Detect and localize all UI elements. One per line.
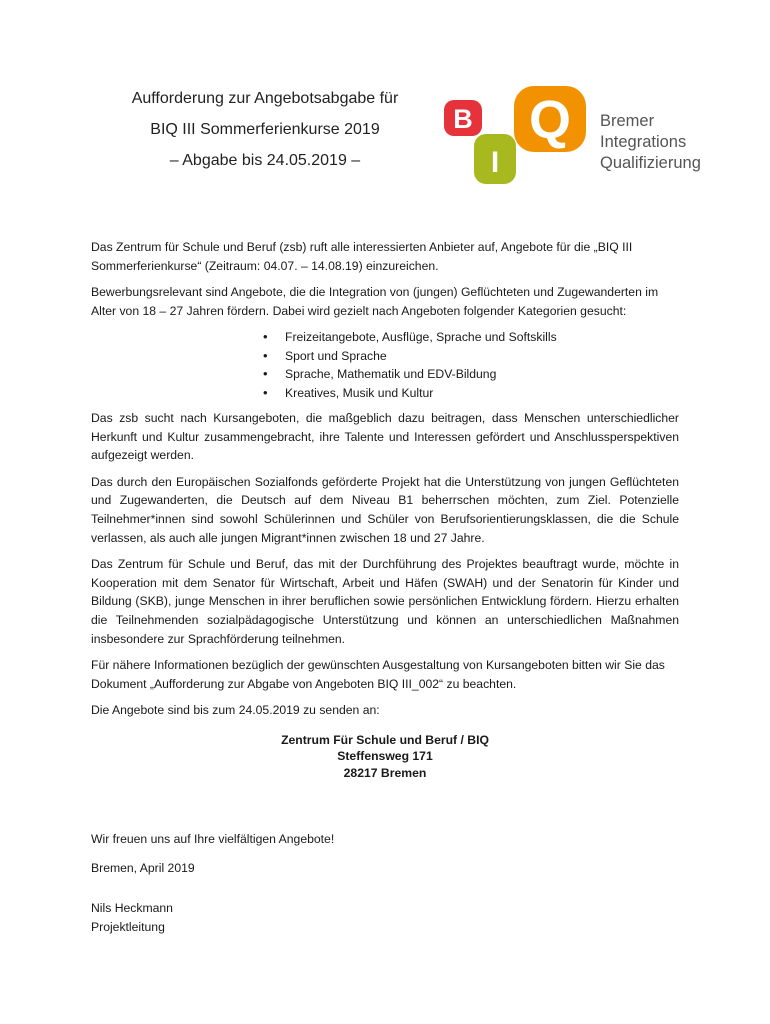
document-body (91, 238, 679, 781)
closing-thanks: Wir freuen uns auf Ihre vielfältigen Angebote! (91, 832, 335, 846)
closing-place-date: Bremen, April 2019 (91, 860, 195, 875)
document-title (100, 88, 430, 181)
logo-letter-b: B (453, 104, 473, 134)
address-line-1: Zentrum Für Schule und Beruf / BIQ (281, 732, 489, 747)
logo-line-2: Integrations (600, 133, 687, 151)
category-list (91, 328, 679, 402)
title-line-3: – Abgabe bis 24.05.2019 – (169, 152, 361, 169)
paragraph-info: Für nähere Informationen bezüglich der gewünschten Ausgestaltung von Kursangeboten bitten wir Sie das Dokument „Aufforderung zur Abgabe von Angeboten BIQ III_002“ zu beachten. (91, 658, 665, 691)
list-item: • Kreatives, Musik und Kultur (263, 384, 679, 402)
list-item: • Freizeitangebote, Ausflüge, Sprache und Softskills (263, 328, 679, 346)
signer-role: Projektleitung (91, 919, 165, 934)
list-item: • Sport und Sprache (263, 347, 679, 365)
paragraph-cooperation: Das Zentrum für Schule und Beruf, das mit der Durchführung des Projektes beauftragt wurde, möchte in Kooperation mit dem Senator für Wirtschaft, Arbeit und Häfen (SWAH) und der Senatorin für Kinder und Bildung (SKB), junge Menschen in ihrer beruflichen sowie persönlichen Entwicklung fördern. Hierzu erhalten die Teilnehmenden sozialpädagogische Unterstützung und können an unterschiedlichen Maßnahmen insbesondere zur Sprachförderung teilnehmen. (91, 557, 679, 646)
signer-name: Nils Heckmann (91, 901, 173, 916)
logo-wordmark (600, 111, 701, 174)
address-line-2: Steffensweg 171 (337, 749, 433, 764)
paragraph-goals: Das zsb sucht nach Kursangeboten, die maßgeblich dazu beitragen, dass Menschen unterschiedlicher Herkunft und Kultur zusammengebracht, ihre Talente und Interessen gefördert und Anschlussperspektiven aufgezeigt werden. (91, 411, 679, 463)
title-line-2: BIQ III Sommerferienkurse 2019 (150, 121, 380, 138)
recipient-address (91, 732, 679, 782)
signature-block (91, 899, 679, 936)
title-line-1: Aufforderung zur Angebotsabgabe für (131, 90, 399, 107)
list-item: • Sprache, Mathematik und EDV-Bildung (263, 365, 679, 383)
paragraph-project: Das durch den Europäischen Sozialfonds geförderte Projekt hat die Unterstützung von jungen Geflüchteten und Zugewanderten, die Deutsch auf dem Niveau B1 beherrschen möchten, zum Ziel. Potenzielle Teilnehmer*innen sind sowohl Schülerinnen und Schüler von Berufsorientierungsklassen, die die Schule verlassen, als auch alle jungen Migrant*innen zwischen 18 und 27 Jahre. (91, 474, 679, 545)
closing-section (91, 830, 679, 946)
logo-letter-q: Q (528, 90, 572, 150)
paragraph-deadline: Die Angebote sind bis zum 24.05.2019 zu senden an: (91, 703, 380, 718)
logo-line-3: Qualifizierung (600, 154, 701, 172)
logo-letter-i: I (490, 146, 500, 179)
address-line-3: 28217 Bremen (343, 765, 427, 780)
paragraph-eligibility: Bewerbungsrelevant sind Angebote, die die Integration von (jungen) Geflüchteten und Zugewanderten im Alter von 18 – 27 Jahren fördern. Dabei wird gezielt nach Angeboten folgender Kategorien gesucht: (91, 285, 659, 318)
paragraph-intro: Das Zentrum für Schule und Beruf (zsb) ruft alle interessierten Anbieter auf, Angebote für die „BIQ III Sommerferienkurse“ (Zeitraum: 04.07. – 14.08.19) einzureichen. (91, 240, 633, 273)
logo-line-1: Bremer (600, 112, 655, 130)
